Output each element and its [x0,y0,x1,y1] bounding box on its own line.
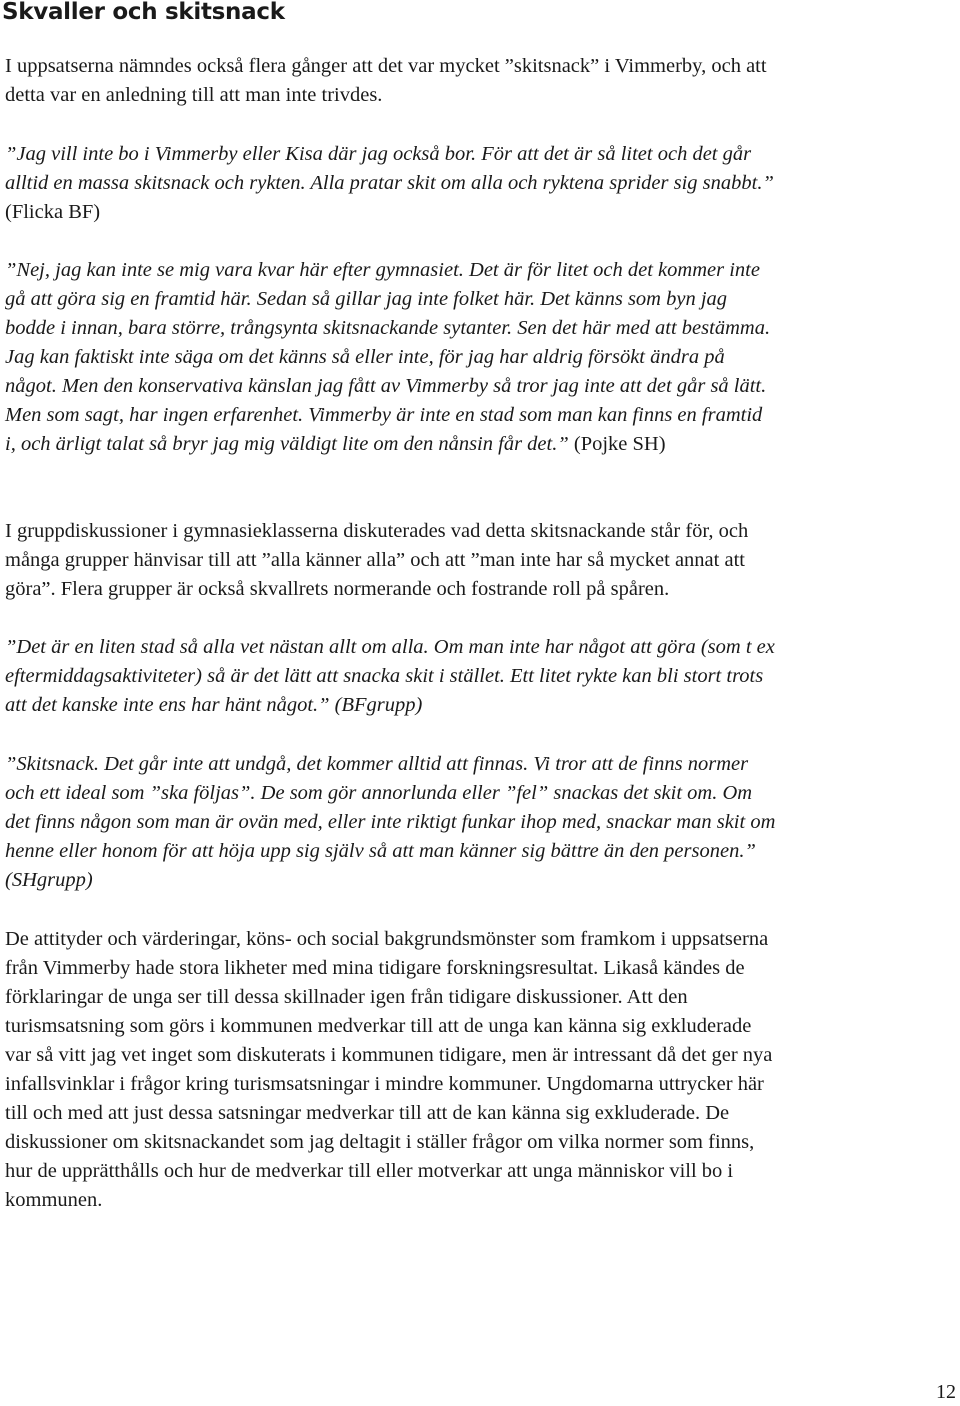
text-line [5,575,955,604]
text-line [5,779,955,808]
text-line [5,1070,955,1099]
quote-shgrupp [5,750,955,895]
text-run: I uppsatserna nämndes också flera gånger att det var mycket ”skitsnack” i Vimmerby, och att [5,55,767,77]
quote-bfgrupp [5,633,955,720]
text-run: var så vitt jag vet inget som diskuterats i kommunen tidigare, men är intressant då det ger nya [5,1044,773,1066]
text-line [5,517,955,546]
text-run: bodde i innan, bara större, trångsynta skitsnackande sytanter. Sen det här med att bestämma. [5,317,771,339]
text-run: eftermiddagsaktiviteter) så är det lätt att snacka skit i stället. Ett litet rykte kan bli stort trots [5,665,764,687]
quote-flicka-bf [5,140,955,227]
text-line [5,633,955,662]
quote-pojke-sh [5,256,955,459]
text-line [5,52,955,81]
text-run: ”Jag vill inte bo i Vimmerby eller Kisa där jag också bor. För att det är så litet och det går [5,143,752,165]
text-run: infallsvinklar i frågor kring turismsatsningar i mindre kommuner. Ungdomarna uttrycker här [5,1073,764,1095]
text-run: Men som sagt, har ingen erfarenhet. Vimmerby är inte en stad som man kan finns en framtid [5,404,763,426]
text-run: hur de upprätthålls och hur de medverkar till eller motverkar att unga människor vill bo i [5,1160,734,1182]
text-run: förklaringar de unga ser till dessa skillnader igen från tidigare diskussioner. Att den [5,986,688,1008]
paragraph-intro [5,52,955,110]
text-line [5,662,955,691]
text-line [5,983,955,1012]
text-line [5,372,955,401]
text-line [5,1012,955,1041]
paragraph-conclusion [5,925,955,1215]
text-run: det finns någon som man är ovän med, eller inte riktigt funkar ihop med, snackar man skit om [5,811,776,833]
text-line [5,1186,955,1215]
text-line [5,750,955,779]
text-run: många grupper hänvisar till att ”alla känner alla” och att ”man inte har så mycket annat att [5,549,745,571]
text-line [5,1128,955,1157]
text-run: detta var en anledning till att man inte trivdes. [5,84,383,106]
text-line [5,546,955,575]
text-line [5,81,955,110]
text-run: gå att göra sig en framtid här. Sedan så gillar jag inte folket här. Det känns som byn jag [5,288,728,310]
text-run: ”Det är en liten stad så alla vet nästan allt om alla. Om man inte har något att göra (som t ex [5,636,775,658]
text-line [5,256,955,285]
text-line [5,925,955,954]
text-run: Jag kan faktiskt inte säga om det känns så eller inte, för jag har aldrig försökt ändra på [5,346,725,368]
text-run: (Pojke SH) [573,433,666,455]
text-line [5,691,955,720]
text-line [5,314,955,343]
page-number: 12 [936,1381,956,1403]
text-run: från Vimmerby hade stora likheter med mina tidigare forskningsresultat. Likaså kändes de [5,957,745,979]
text-run: kommunen. [5,1189,103,1211]
text-line [5,169,955,198]
text-run: (Flicka BF) [5,201,101,223]
text-run: ”Skitsnack. Det går inte att undgå, det kommer alltid att finnas. Vi tror att de finns normer [5,753,749,775]
text-line [5,866,955,895]
text-line [5,808,955,837]
text-run: diskussioner om skitsnackandet som jag deltagit i ställer frågor om vilka normer som finns, [5,1131,755,1153]
text-run: ”Nej, jag kan inte se mig vara kvar här efter gymnasiet. Det är för litet och det kommer inte [5,259,760,281]
text-line [5,837,955,866]
text-run: göra”. Flera grupper är också skvallrets normerande och fostrande roll på spåren. [5,578,670,600]
text-run: att det kanske inte ens har hänt något.” (BFgrupp) [5,694,423,716]
text-line [5,1041,955,1070]
text-line [5,198,955,227]
text-run: alltid en massa skitsnack och rykten. Alla pratar skit om alla och ryktena sprider sig snabbt.” [5,172,774,194]
text-run: turismsatsning som görs i kommunen medverkar till att de unga kan känna sig exkluderade [5,1015,752,1037]
text-line [5,430,955,459]
text-line [5,140,955,169]
text-run: i, och ärligt talat så bryr jag mig väldigt lite om den nånsin får det.” [5,433,574,455]
text-line [5,1099,955,1128]
text-run: till och med att just dessa satsningar medverkar till att de kan känna sig exkluderade. De [5,1102,730,1124]
section-heading: Skvaller och skitsnack [2,0,285,25]
paragraph-group-discussions [5,517,955,604]
text-run: henne eller honom för att höja upp sig själv så att man känner sig bättre än den personen.” [5,840,756,862]
text-run: och ett ideal som ”ska följas”. De som gör annorlunda eller ”fel” snackas det skit om. Om [5,782,753,804]
text-line [5,401,955,430]
text-line [5,343,955,372]
text-run: De attityder och värderingar, köns- och social bakgrundsmönster som framkom i uppsatserna [5,928,769,950]
text-line [5,954,955,983]
text-run: något. Men den konservativa känslan jag fått av Vimmerby så tror jag inte att det går så lätt. [5,375,767,397]
text-run: I gruppdiskussioner i gymnasieklasserna diskuterades vad detta skitsnackande står för, och [5,520,749,542]
text-line [5,1157,955,1186]
text-run: (SHgrupp) [5,869,93,891]
text-line [5,285,955,314]
